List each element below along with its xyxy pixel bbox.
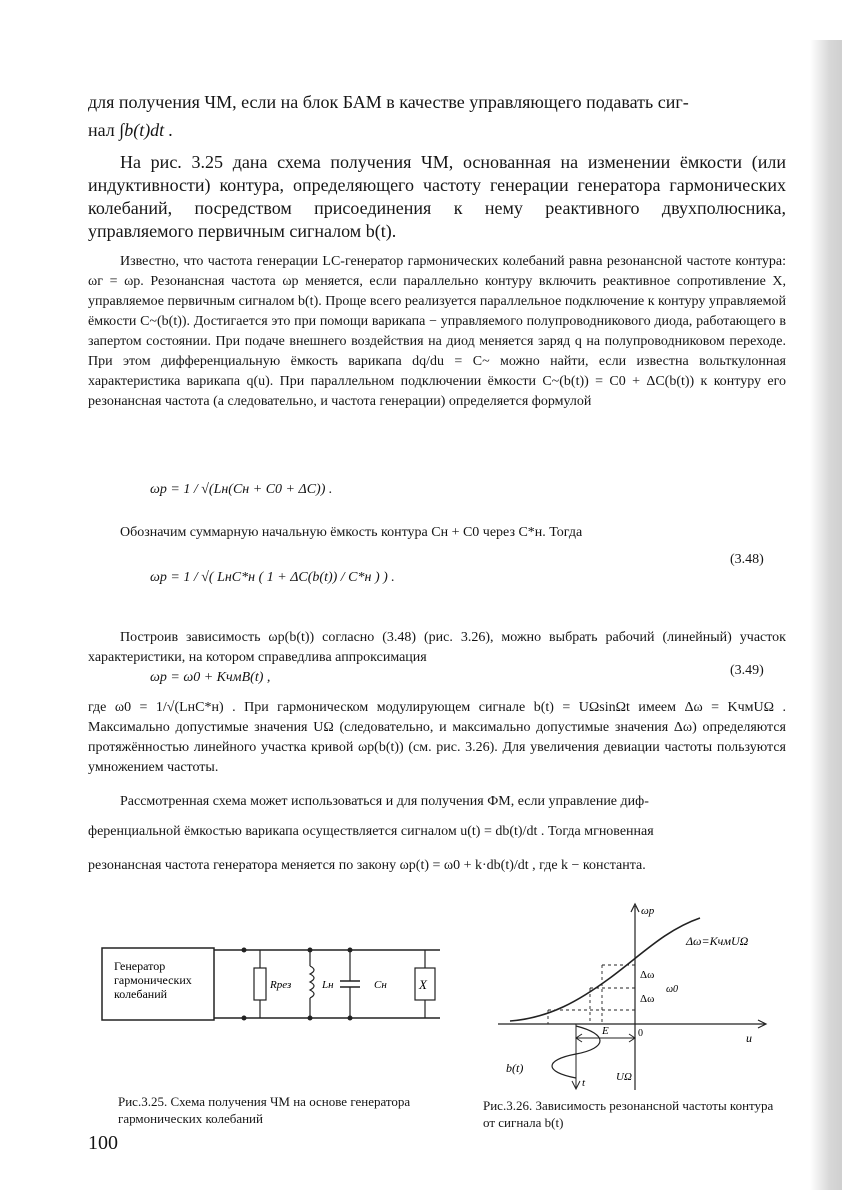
e-label: E [602,1025,609,1037]
x-axis-label: u [746,1031,752,1045]
reactance-label: X [419,977,427,992]
deviation-formula: Δω=KчмUΩ [686,934,749,948]
bt-label: b(t) [506,1061,524,1075]
figure-3-25-caption: Рис.3.25. Схема получения ЧМ на основе генератора гармонических колебаний [118,1094,411,1126]
figure-3-25-circuit [90,930,450,1060]
generator-label-line1: Генератор [114,959,166,973]
top-paragraph-line1: для получения ЧМ, если на блок БАМ в качестве управляющего подавать сиг- [88,92,689,112]
para-total-capacitance: Обозначим суммарную начальную ёмкость контура Cн + C0 через C*н. Тогда [120,525,583,540]
delta-omega-upper: Δω [640,969,655,981]
para-varicap: Известно, что частота генерации LC-генератор гармонических колебаний равна резонансной частоте контура: ωг = ωр. Резонансная частота ωр меняется, если параллельно контуру включить реактивное сопротивление X, управляемое первичным сигналом b(t). Проще всего реализуется параллельное подключение к контуру управляемой ёмкости C~(b(t)). Достигается это при помощи варикапа − управляемого полупроводникового диода, работающего в запертом состоянии. При подаче внешнего воздействия на диод меняется заряд q на полупроводниковом переходе. При этом дифференциальную ёмкость варикапа dq/du = C~ можно найти, если известна вольткулонная характеристика варикапа q(u). При параллельном подключении ёмкости C~(b(t)) = C0 + ΔC(b(t)) к контуру его резонансная частота (а следовательно, и частота генерации) определяется формулой [88,254,786,409]
integral-formula: ∫b(t)dt . [119,120,174,140]
generator-label-line2: гармонических [114,973,192,987]
figure-3-26-chart [490,900,780,1100]
resistor-label: Rрез [270,979,292,991]
equation-number-3-49: (3.49) [730,663,764,678]
inductor-label: Lн [322,979,334,991]
intro-paragraph: На рис. 3.25 дана схема получения ЧМ, основанная на изменении ёмкости (или индуктивности) контура, определяющего частоту генерации генератора гармонических колебаний, посредством присоединения к нему реактивного двухполюсника, управляемого первичным сигналом b(t). [88,152,786,241]
figure-3-26-caption: Рис.3.26. Зависимость резонансной частоты контура от сигнала b(t) [483,1098,774,1130]
projection-lines [548,965,635,1024]
top-paragraph-prefix: нал [88,120,115,140]
t-label: t [582,1077,586,1089]
para-approximation: Построив зависимость ωр(b(t)) согласно (3.48) (рис. 3.26), можно выбрать рабочий (линейный) участок характеристики, на котором справедлива аппроксимация [88,630,786,665]
para5-line2: ференциальной ёмкостью варикапа осуществляется сигналом u(t) = db(t)/dt . Тогда мгновенная [88,824,654,839]
page-number: 100 [88,1132,118,1154]
top-paragraph-line2 [88,119,488,142]
para5-line1: Рассмотренная схема может использоваться и для получения ФМ, если управление диф- [120,794,649,809]
resistor-symbol [254,968,266,1000]
inductor-symbol [310,966,314,998]
characteristic-curve [510,918,700,1021]
delta-omega-lower: Δω [640,993,655,1005]
capacitor-label: Cн [374,979,387,991]
formula-resonance-2: ωр = 1 / √( LнC*н ( 1 + ΔC(b(t)) / C*н ) ) . [150,570,395,585]
omega0-label: ω0 [666,984,679,995]
equation-number-3-48: (3.48) [730,552,764,567]
formula-resonance-1: ωр = 1 / √(Lн(Cн + C0 + ΔC)) . [150,482,333,497]
page-edge-shadow [810,40,842,1190]
origin-label: 0 [638,1028,643,1039]
y-axis-label: ωр [641,905,655,917]
generator-label-line3: колебаний [114,987,168,1001]
formula-approximation: ωр = ω0 + KчмB(t) , [150,670,271,685]
para5-line3: резонансная частота генератора меняется по закону ωр(t) = ω0 + k·db(t)/dt , где k − константа. [88,858,646,873]
uomega-label: UΩ [616,1071,632,1083]
para-deviation: где ω0 = 1/√(LнC*н) . При гармоническом модулирующем сигнале b(t) = UΩsinΩt имеем Δω = KчмUΩ . Максимально допустимые значения UΩ (следовательно, и максимально допустимые значения Δω) определяются протяжённостью линейного участка кривой ωр(b(t)) (см. рис. 3.26). Для увеличения девиации частоты пользуются умножением частоты. [88,700,786,775]
